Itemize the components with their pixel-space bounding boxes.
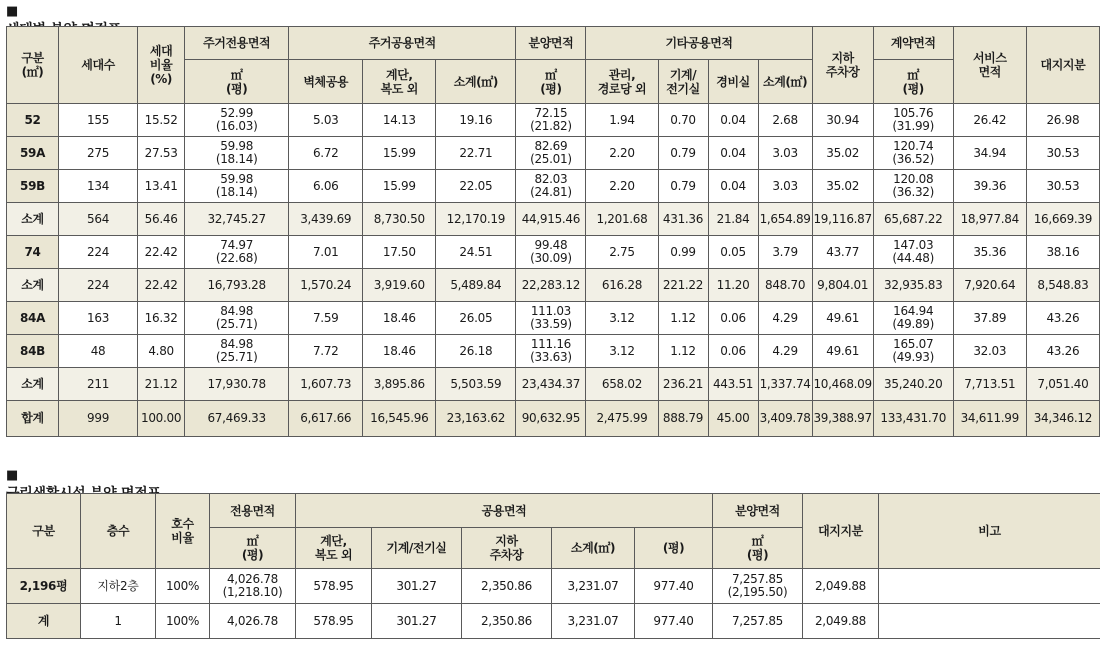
cell-ratio: 15.52 [138, 104, 185, 137]
table-row [7, 170, 1100, 203]
cell-contract-area: 147.03 (44.48) [873, 236, 953, 269]
table-row [7, 569, 1100, 604]
cell-land-share: 43.26 [1026, 335, 1099, 368]
cell-wall-common: 6.72 [289, 137, 363, 170]
fac-cell-floors: 1 [81, 604, 156, 639]
fac-cell-stairs-corridor: 578.95 [296, 604, 372, 639]
cell-management: 658.02 [586, 368, 658, 401]
fac-cell-subtotal: 3,231.07 [552, 604, 635, 639]
cell-row-type: 소계 [7, 269, 59, 302]
cell-underground-parking: 9,804.01 [812, 269, 873, 302]
fac-header-sale-unit: ㎡ (평) [713, 528, 803, 569]
header-residential-subtotal: 소계(㎡) [436, 60, 516, 104]
cell-stairs-corridor: 18.46 [363, 302, 436, 335]
cell-management: 2.75 [586, 236, 658, 269]
cell-wall-common: 7.01 [289, 236, 363, 269]
header-exclusive-unit: ㎡ (평) [185, 60, 289, 104]
cell-contract-area: 120.74 (36.52) [873, 137, 953, 170]
fac-header-type: 구분 [7, 494, 81, 569]
fac-header-sale: 분양면적 [713, 494, 803, 528]
cell-other-subtotal: 3,409.78 [758, 401, 812, 437]
cell-service-area: 39.36 [953, 170, 1026, 203]
cell-service-area: 34.94 [953, 137, 1026, 170]
fac-cell-exclusive-area: 4,026.78 (1,218.10) [210, 569, 296, 604]
cell-machine-room: 0.99 [658, 236, 708, 269]
cell-service-area: 18,977.84 [953, 203, 1026, 236]
fac-cell-sale-area: 7,257.85 (2,195.50) [713, 569, 803, 604]
cell-guard-room: 11.20 [708, 269, 758, 302]
fac-header-common: 공용면적 [296, 494, 713, 528]
cell-wall-common: 5.03 [289, 104, 363, 137]
cell-service-area: 35.36 [953, 236, 1026, 269]
header-residential-common: 주거공용면적 [289, 27, 516, 60]
cell-row-type: 소계 [7, 203, 59, 236]
cell-contract-area: 164.94 (49.89) [873, 302, 953, 335]
cell-underground-parking: 19,116.87 [812, 203, 873, 236]
cell-contract-area: 120.08 (36.32) [873, 170, 953, 203]
header-land-share: 대지지분 [1026, 27, 1099, 104]
cell-ratio: 56.46 [138, 203, 185, 236]
cell-exclusive-area: 59.98 (18.14) [185, 170, 289, 203]
cell-other-subtotal: 4.29 [758, 335, 812, 368]
fac-cell-type: 계 [7, 604, 81, 639]
cell-land-share: 26.98 [1026, 104, 1099, 137]
cell-sale-area: 111.16 (33.63) [516, 335, 586, 368]
cell-underground-parking: 35.02 [812, 170, 873, 203]
cell-guard-room: 0.06 [708, 335, 758, 368]
header-machine-electric-room: 기계/ 전기실 [658, 60, 708, 104]
fac-header-ratio: 호수 비율 [156, 494, 210, 569]
fac-header-remarks: 비고 [879, 494, 1100, 569]
fac-header-floors: 층수 [81, 494, 156, 569]
header-wall-common: 벽체공용 [289, 60, 363, 104]
cell-ratio: 16.32 [138, 302, 185, 335]
cell-exclusive-area: 52.99 (16.03) [185, 104, 289, 137]
header-sale-unit: ㎡ (평) [516, 60, 586, 104]
cell-guard-room: 21.84 [708, 203, 758, 236]
cell-exclusive-area: 32,745.27 [185, 203, 289, 236]
cell-row-type: 합계 [7, 401, 59, 437]
fac-cell-remarks [879, 604, 1100, 639]
cell-row-type: 84B [7, 335, 59, 368]
cell-stairs-corridor: 3,919.60 [363, 269, 436, 302]
cell-machine-room: 431.36 [658, 203, 708, 236]
cell-management: 3.12 [586, 335, 658, 368]
cell-row-type: 74 [7, 236, 59, 269]
cell-machine-room: 0.79 [658, 170, 708, 203]
cell-guard-room: 0.04 [708, 137, 758, 170]
cell-wall-common: 7.72 [289, 335, 363, 368]
cell-wall-common: 3,439.69 [289, 203, 363, 236]
cell-land-share: 43.26 [1026, 302, 1099, 335]
cell-land-share: 16,669.39 [1026, 203, 1099, 236]
cell-sale-area: 90,632.95 [516, 401, 586, 437]
cell-machine-room: 1.12 [658, 302, 708, 335]
cell-management: 1,201.68 [586, 203, 658, 236]
cell-sale-area: 99.48 (30.09) [516, 236, 586, 269]
fac-cell-underground-parking: 2,350.86 [462, 569, 552, 604]
cell-exclusive-area: 84.98 (25.71) [185, 335, 289, 368]
header-other-common: 기타공용면적 [586, 27, 812, 60]
cell-contract-area: 35,240.20 [873, 368, 953, 401]
cell-stairs-corridor: 15.99 [363, 170, 436, 203]
cell-stairs-corridor: 17.50 [363, 236, 436, 269]
fac-cell-floors: 지하2층 [81, 569, 156, 604]
cell-guard-room: 0.05 [708, 236, 758, 269]
fac-header-stairs: 계단, 복도 외 [296, 528, 372, 569]
cell-sale-area: 44,915.46 [516, 203, 586, 236]
cell-underground-parking: 35.02 [812, 137, 873, 170]
cell-wall-common: 6,617.66 [289, 401, 363, 437]
cell-management: 616.28 [586, 269, 658, 302]
cell-service-area: 32.03 [953, 335, 1026, 368]
cell-management: 2,475.99 [586, 401, 658, 437]
header-ratio: 세대 비율 (%) [138, 27, 185, 104]
cell-residential-subtotal: 24.51 [436, 236, 516, 269]
cell-sale-area: 111.03 (33.59) [516, 302, 586, 335]
cell-other-subtotal: 3.79 [758, 236, 812, 269]
cell-contract-area: 105.76 (31.99) [873, 104, 953, 137]
cell-other-subtotal: 3.03 [758, 170, 812, 203]
cell-residential-subtotal: 26.18 [436, 335, 516, 368]
cell-row-type: 52 [7, 104, 59, 137]
table-row [7, 137, 1100, 170]
cell-machine-room: 0.79 [658, 137, 708, 170]
cell-ratio: 21.12 [138, 368, 185, 401]
cell-management: 2.20 [586, 137, 658, 170]
cell-ratio: 22.42 [138, 236, 185, 269]
cell-row-type: 소계 [7, 368, 59, 401]
cell-contract-area: 32,935.83 [873, 269, 953, 302]
header-underground-parking: 지하 주차장 [812, 27, 873, 104]
cell-guard-room: 0.04 [708, 104, 758, 137]
square-bullet-icon: ■ [6, 468, 18, 483]
cell-residential-subtotal: 22.71 [436, 137, 516, 170]
cell-ratio: 13.41 [138, 170, 185, 203]
cell-land-share: 30.53 [1026, 170, 1099, 203]
cell-households: 48 [59, 335, 138, 368]
cell-sale-area: 22,283.12 [516, 269, 586, 302]
fac-header-land-share: 대지지분 [803, 494, 879, 569]
cell-other-subtotal: 2.68 [758, 104, 812, 137]
fac-header-subtotal: 소계(㎡) [552, 528, 635, 569]
cell-wall-common: 7.59 [289, 302, 363, 335]
cell-sale-area: 23,434.37 [516, 368, 586, 401]
cell-contract-area: 133,431.70 [873, 401, 953, 437]
fac-header-machine: 기계/전기실 [372, 528, 462, 569]
cell-exclusive-area: 84.98 (25.71) [185, 302, 289, 335]
cell-stairs-corridor: 3,895.86 [363, 368, 436, 401]
cell-other-subtotal: 848.70 [758, 269, 812, 302]
fac-cell-remarks [879, 569, 1100, 604]
cell-households: 564 [59, 203, 138, 236]
cell-wall-common: 1,570.24 [289, 269, 363, 302]
cell-machine-room: 888.79 [658, 401, 708, 437]
fac-header-parking: 지하 주차장 [462, 528, 552, 569]
cell-residential-subtotal: 19.16 [436, 104, 516, 137]
cell-ratio: 27.53 [138, 137, 185, 170]
cell-management: 2.20 [586, 170, 658, 203]
cell-households: 211 [59, 368, 138, 401]
cell-households: 224 [59, 269, 138, 302]
cell-underground-parking: 30.94 [812, 104, 873, 137]
fac-cell-pyeong: 977.40 [635, 569, 713, 604]
cell-households: 134 [59, 170, 138, 203]
cell-ratio: 100.00 [138, 401, 185, 437]
cell-stairs-corridor: 16,545.96 [363, 401, 436, 437]
cell-row-type: 59A [7, 137, 59, 170]
cell-residential-subtotal: 5,489.84 [436, 269, 516, 302]
cell-service-area: 26.42 [953, 104, 1026, 137]
cell-guard-room: 443.51 [708, 368, 758, 401]
fac-cell-machine-room: 301.27 [372, 569, 462, 604]
cell-households: 155 [59, 104, 138, 137]
cell-row-type: 84A [7, 302, 59, 335]
cell-land-share: 38.16 [1026, 236, 1099, 269]
table-row [7, 203, 1100, 236]
cell-residential-subtotal: 26.05 [436, 302, 516, 335]
cell-sale-area: 72.15 (21.82) [516, 104, 586, 137]
cell-wall-common: 6.06 [289, 170, 363, 203]
cell-service-area: 37.89 [953, 302, 1026, 335]
fac-header-pyeong: (평) [635, 528, 713, 569]
facility-area-table [6, 493, 1100, 639]
table-row [7, 401, 1100, 437]
fac-cell-pyeong: 977.40 [635, 604, 713, 639]
header-other-subtotal: 소계(㎡) [758, 60, 812, 104]
fac-cell-underground-parking: 2,350.86 [462, 604, 552, 639]
fac-cell-land-share: 2,049.88 [803, 569, 879, 604]
cell-ratio: 4.80 [138, 335, 185, 368]
cell-contract-area: 165.07 (49.93) [873, 335, 953, 368]
cell-other-subtotal: 1,654.89 [758, 203, 812, 236]
cell-management: 3.12 [586, 302, 658, 335]
cell-row-type: 59B [7, 170, 59, 203]
fac-header-exclusive-unit: ㎡ (평) [210, 528, 296, 569]
cell-land-share: 8,548.83 [1026, 269, 1099, 302]
cell-machine-room: 1.12 [658, 335, 708, 368]
table-row [7, 368, 1100, 401]
cell-underground-parking: 49.61 [812, 302, 873, 335]
header-stairs-corridor: 계단, 복도 외 [363, 60, 436, 104]
fac-cell-exclusive-area: 4,026.78 [210, 604, 296, 639]
cell-stairs-corridor: 8,730.50 [363, 203, 436, 236]
cell-exclusive-area: 59.98 (18.14) [185, 137, 289, 170]
cell-guard-room: 45.00 [708, 401, 758, 437]
cell-machine-room: 0.70 [658, 104, 708, 137]
table-row [7, 104, 1100, 137]
header-guard-room: 경비실 [708, 60, 758, 104]
cell-residential-subtotal: 5,503.59 [436, 368, 516, 401]
facility-table-body [7, 569, 1100, 639]
cell-residential-subtotal: 23,163.62 [436, 401, 516, 437]
cell-underground-parking: 43.77 [812, 236, 873, 269]
header-households: 세대수 [59, 27, 138, 104]
cell-exclusive-area: 67,469.33 [185, 401, 289, 437]
header-type: 구분 (㎡) [7, 27, 59, 104]
cell-contract-area: 65,687.22 [873, 203, 953, 236]
fac-cell-land-share: 2,049.88 [803, 604, 879, 639]
cell-residential-subtotal: 22.05 [436, 170, 516, 203]
cell-exclusive-area: 74.97 (22.68) [185, 236, 289, 269]
cell-underground-parking: 49.61 [812, 335, 873, 368]
cell-service-area: 34,611.99 [953, 401, 1026, 437]
cell-management: 1.94 [586, 104, 658, 137]
cell-other-subtotal: 1,337.74 [758, 368, 812, 401]
fac-cell-subtotal: 3,231.07 [552, 569, 635, 604]
cell-service-area: 7,920.64 [953, 269, 1026, 302]
cell-land-share: 30.53 [1026, 137, 1099, 170]
fac-cell-stairs-corridor: 578.95 [296, 569, 372, 604]
fac-cell-ratio: 100% [156, 604, 210, 639]
cell-machine-room: 221.22 [658, 269, 708, 302]
fac-cell-sale-area: 7,257.85 [713, 604, 803, 639]
header-exclusive-area: 주거전용면적 [185, 27, 289, 60]
cell-residential-subtotal: 12,170.19 [436, 203, 516, 236]
cell-households: 999 [59, 401, 138, 437]
header-contract-unit: ㎡ (평) [873, 60, 953, 104]
cell-underground-parking: 39,388.97 [812, 401, 873, 437]
cell-machine-room: 236.21 [658, 368, 708, 401]
cell-stairs-corridor: 14.13 [363, 104, 436, 137]
table-row [7, 236, 1100, 269]
fac-header-exclusive: 전용면적 [210, 494, 296, 528]
cell-households: 224 [59, 236, 138, 269]
cell-stairs-corridor: 15.99 [363, 137, 436, 170]
table-row [7, 604, 1100, 639]
fac-cell-type: 2,196평 [7, 569, 81, 604]
cell-households: 163 [59, 302, 138, 335]
square-bullet-icon: ■ [6, 4, 18, 19]
table-row [7, 302, 1100, 335]
cell-wall-common: 1,607.73 [289, 368, 363, 401]
table-row [7, 269, 1100, 302]
cell-other-subtotal: 3.03 [758, 137, 812, 170]
table-row [7, 335, 1100, 368]
cell-other-subtotal: 4.29 [758, 302, 812, 335]
cell-sale-area: 82.69 (25.01) [516, 137, 586, 170]
header-service-area: 서비스 면적 [953, 27, 1026, 104]
fac-cell-machine-room: 301.27 [372, 604, 462, 639]
cell-land-share: 7,051.40 [1026, 368, 1099, 401]
unit-table-body [7, 104, 1100, 437]
cell-households: 275 [59, 137, 138, 170]
cell-ratio: 22.42 [138, 269, 185, 302]
cell-exclusive-area: 16,793.28 [185, 269, 289, 302]
header-contract-area: 계약면적 [873, 27, 953, 60]
cell-guard-room: 0.04 [708, 170, 758, 203]
cell-sale-area: 82.03 (24.81) [516, 170, 586, 203]
cell-exclusive-area: 17,930.78 [185, 368, 289, 401]
cell-underground-parking: 10,468.09 [812, 368, 873, 401]
unit-area-table [6, 26, 1100, 437]
cell-service-area: 7,713.51 [953, 368, 1026, 401]
cell-guard-room: 0.06 [708, 302, 758, 335]
header-management: 관리, 경로당 외 [586, 60, 658, 104]
header-sale-area: 분양면적 [516, 27, 586, 60]
cell-land-share: 34,346.12 [1026, 401, 1099, 437]
fac-cell-ratio: 100% [156, 569, 210, 604]
cell-stairs-corridor: 18.46 [363, 335, 436, 368]
